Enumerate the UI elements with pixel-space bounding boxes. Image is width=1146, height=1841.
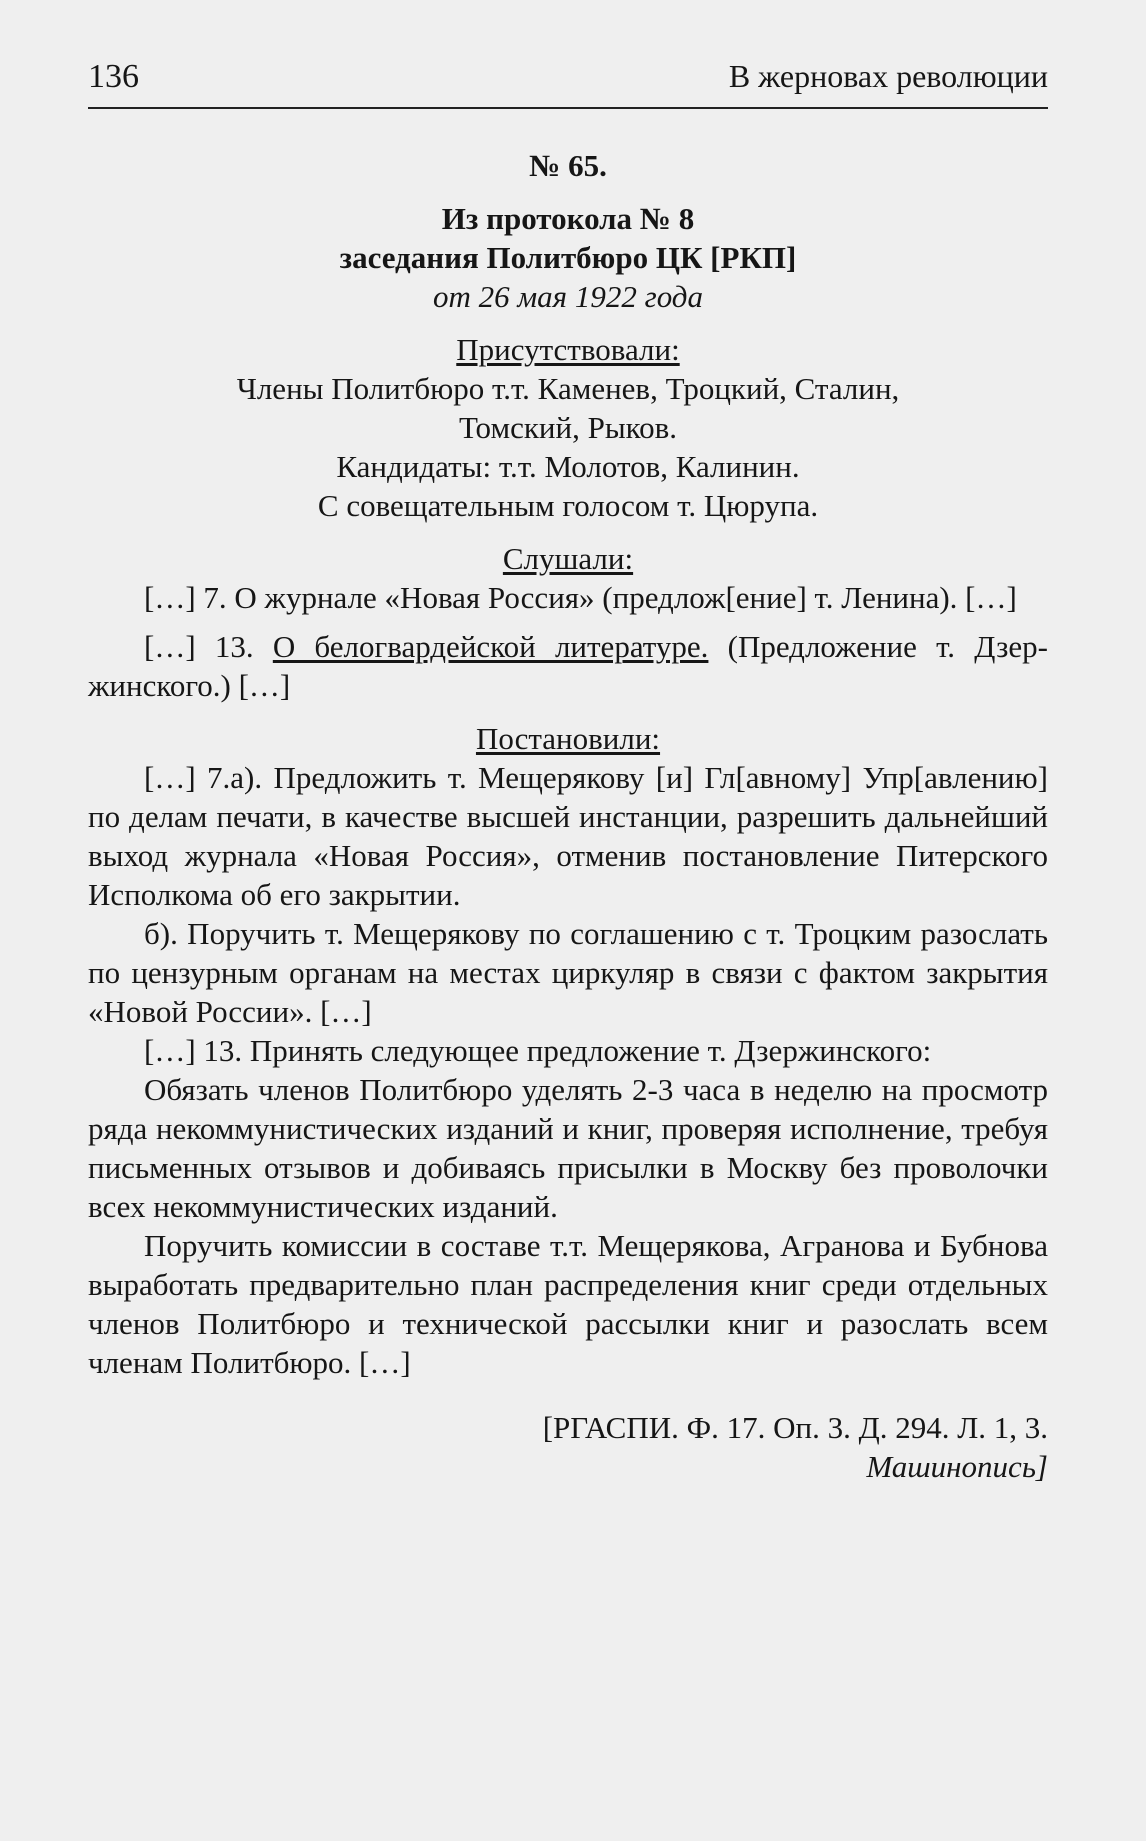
source-note [88, 1408, 1048, 1486]
heard-section [88, 539, 1048, 705]
resolved-item-13-paragraph-2: Поручить комиссии в составе т.т. Мещерякова, Агранова и Бубнова выработать предварительно план распределения книг среди отдельных членов Политбюро и технической рассылки книг и разослать всем членам Политбюро. […] [88, 1228, 1048, 1380]
resolved-heading: Постановили: [475, 721, 661, 756]
running-header [88, 58, 1048, 102]
heard-heading: Слушали: [502, 541, 634, 576]
present-heading: Присутствовали: [456, 332, 680, 367]
heard-item-13-note: (Предложение т. Дзержинского.) […] [88, 629, 1048, 703]
book-title: В жерновах революции [728, 58, 1048, 94]
document-title-line1: Из протокола № 8 [441, 201, 695, 236]
present-members-line2: Томский, Рыков. [458, 410, 678, 445]
heard-item-13-number: […] 13. [144, 629, 254, 664]
resolved-item-7a: […] 7.а). Предложить т. Мещерякову [и] Гл[авному] Упр[авлению] по делам печати, в качестве высшей инстанции, разрешить дальнейший выход журнала «Новая Россия», отменив постановление Питерского Исполкома об его закрытии. [88, 760, 1048, 912]
heard-item-13 [88, 627, 1048, 705]
present-members-line1: Члены Политбюро т.т. Каменев, Троцкий, Сталин, [236, 371, 900, 406]
resolved-item-13: […] 13. Принять следующее предложение т. Дзержинского: [144, 1033, 932, 1068]
resolved-section [88, 719, 1048, 1382]
document-date: от 26 мая 1922 года [433, 279, 703, 314]
present-advisory: С совещательным голосом т. Цюрупа. [317, 488, 819, 523]
page-number: 136 [88, 58, 139, 95]
document-body [88, 146, 1048, 1486]
resolved-item-13-paragraph-1: Обязать членов Политбюро уделять 2-3 часа в неделю на просмотр ряда некоммунистических изданий и книг, проверяя исполнение, требуя письменных отзывов и добиваясь присылки в Москву без проволочки всех некоммунистических изданий. [88, 1072, 1048, 1224]
present-section [88, 330, 1048, 525]
resolved-item-7b: б). Поручить т. Мещерякову по соглашению с т. Троцким разослать по цензурным органам на местах циркуляр в связи с фактом закрытия «Новой России». […] [88, 916, 1048, 1029]
document-title-line2: заседания Политбюро ЦК [РКП] [339, 240, 797, 275]
heard-item-7: […] 7. О журнале «Новая Россия» (предлож[ение] т. Ленина). […] [144, 580, 1017, 615]
archive-reference: [РГАСПИ. Ф. 17. Оп. 3. Д. 294. Л. 1, 3. [542, 1410, 1048, 1445]
heard-item-13-topic: О белогвардейской литературе. [272, 629, 709, 664]
document-type: Машинопись] [866, 1449, 1048, 1484]
document-number: № 65. [529, 148, 607, 183]
present-candidates: Кандидаты: т.т. Молотов, Калинин. [336, 449, 800, 484]
header-rule [88, 107, 1048, 109]
